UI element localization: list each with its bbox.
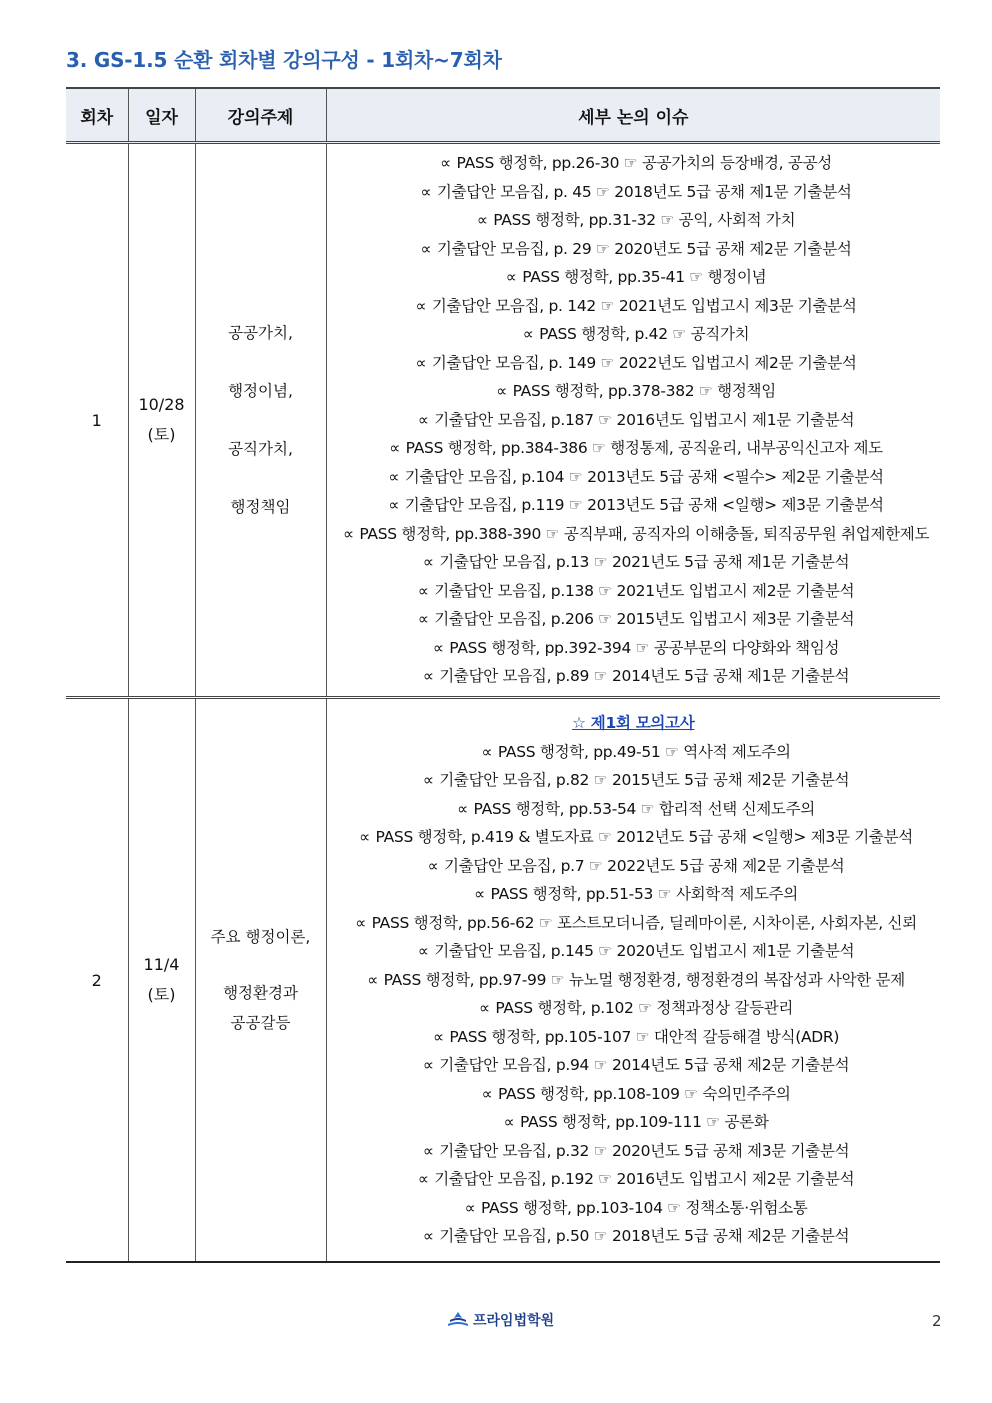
bullet-icon: ∝ <box>481 742 493 761</box>
list-item-text: 기출답안 모음집, p.119 ☞ 2013년도 5급 공채 <일행> 제3문 기출분석 <box>404 496 884 515</box>
list-item <box>327 463 941 492</box>
bullet-icon: ∝ <box>389 439 401 458</box>
list-item-text: PASS 행정학, pp.31-32 ☞ 공익, 사회적 가치 <box>493 211 796 230</box>
list-item-text: 기출답안 모음집, p.7 ☞ 2022년도 5급 공채 제2문 기출분석 <box>444 856 845 875</box>
list-item-text: 기출답안 모음집, p.104 ☞ 2013년도 5급 공채 <필수> 제2문 기출분석 <box>404 467 884 486</box>
table-header-row <box>66 88 940 143</box>
mock-exam-link[interactable]: ☆ 제1회 모의고사 <box>572 714 695 733</box>
list-item-text: PASS 행정학, pp.51-53 ☞ 사회학적 제도주의 <box>490 885 798 904</box>
bullet-icon: ∝ <box>417 610 429 629</box>
list-item <box>327 909 941 938</box>
list-item-text: PASS 행정학, pp.108-109 ☞ 숙의민주주의 <box>497 1084 791 1103</box>
bullet-icon: ∝ <box>422 667 434 686</box>
list-item <box>327 605 941 634</box>
list-item <box>327 795 941 824</box>
details-cell <box>326 698 940 1263</box>
list-item <box>327 994 941 1023</box>
list-item <box>327 577 941 606</box>
list-item <box>327 1137 941 1166</box>
table-row <box>66 698 940 1263</box>
topic-cell <box>195 143 326 698</box>
bullet-icon: ∝ <box>422 1227 434 1246</box>
list-item-text: PASS 행정학, p.42 ☞ 공직가치 <box>539 325 750 344</box>
bullet-icon: ∝ <box>355 913 366 932</box>
list-item-text: PASS 행정학, pp.109-111 ☞ 공론화 <box>519 1113 769 1132</box>
schedule-table <box>66 87 940 1263</box>
header-date: 일자 <box>128 88 195 143</box>
list-item-text: 기출답안 모음집, p. 45 ☞ 2018년도 5급 공채 제1문 기출분석 <box>436 182 852 201</box>
list-item-text: PASS 행정학, pp.35-41 ☞ 행정이념 <box>522 268 767 287</box>
list-item-text: 기출답안 모음집, p.89 ☞ 2014년도 5급 공채 제1문 기출분석 <box>439 667 850 686</box>
list-item <box>327 634 941 663</box>
bullet-icon: ∝ <box>505 268 517 287</box>
list-item <box>327 823 941 852</box>
list-item-text: PASS 행정학, pp.378-382 ☞ 행정책임 <box>512 382 776 401</box>
bullet-icon: ∝ <box>420 182 432 201</box>
list-item <box>327 377 941 406</box>
footer-logo-text: 프라임법학원 <box>473 1313 555 1329</box>
topic-line: 공직가치, <box>228 440 293 458</box>
list-item <box>327 880 941 909</box>
list-item <box>327 548 941 577</box>
list-item-text: 기출답안 모음집, p.145 ☞ 2020년도 입법고시 제1문 기출분석 <box>434 942 855 961</box>
bullet-icon: ∝ <box>417 410 429 429</box>
date-cell <box>128 698 195 1263</box>
topic-line: 행정책임 <box>230 498 291 516</box>
bullet-icon: ∝ <box>432 638 444 657</box>
list-item-text: 기출답안 모음집, p.138 ☞ 2021년도 입법고시 제2문 기출분석 <box>434 581 855 600</box>
academy-logo-icon <box>447 1311 469 1329</box>
list-item-text: PASS 행정학, pp.53-54 ☞ 합리적 선택 신제도주의 <box>473 799 815 818</box>
list-item-text: PASS 행정학, pp.49-51 ☞ 역사적 제도주의 <box>497 742 791 761</box>
list-item <box>327 1194 941 1223</box>
list-item <box>327 520 941 549</box>
list-item-text: PASS 행정학, pp.384-386 ☞ 행정통제, 공직윤리, 내부공익신고자 제도 <box>405 439 883 458</box>
list-item <box>327 235 941 264</box>
list-item <box>327 1165 941 1194</box>
list-item <box>327 1023 941 1052</box>
bullet-icon: ∝ <box>478 999 490 1018</box>
list-item-text: PASS 행정학, pp.56-62 ☞ 포스트모더니즘, 딜레마이론, 시차이론, 사회자본, 신뢰 <box>371 913 917 932</box>
topic-line: 공공갈등 <box>230 1014 291 1032</box>
date-text: 10/28 <box>138 395 185 414</box>
list-item-text: 기출답안 모음집, p.192 ☞ 2016년도 입법고시 제2문 기출분석 <box>434 1170 855 1189</box>
table-row <box>66 143 940 698</box>
list-item <box>327 263 941 292</box>
list-item <box>327 149 941 178</box>
list-item-text: PASS 행정학, p.419 & 별도자료 ☞ 2012년도 5급 공채 <일행> 제3문 기출분석 <box>375 828 913 847</box>
list-item <box>327 738 941 767</box>
bullet-icon: ∝ <box>496 382 508 401</box>
page-title: 3. GS-1.5 순환 회차별 강의구성 - 1회차~7회차 <box>66 48 502 72</box>
header-topic: 강의주제 <box>195 88 326 143</box>
bullet-icon: ∝ <box>367 970 378 989</box>
list-item-text: 기출답안 모음집, p. 29 ☞ 2020년도 5급 공채 제2문 기출분석 <box>436 239 852 258</box>
bullet-icon: ∝ <box>388 496 400 515</box>
topic-line: 행정이념, <box>228 382 293 400</box>
list-item <box>327 766 941 795</box>
bullet-icon: ∝ <box>503 1113 515 1132</box>
header-round: 회차 <box>66 88 128 143</box>
bullet-icon: ∝ <box>422 1056 434 1075</box>
list-item-text: PASS 행정학, pp.97-99 ☞ 뉴노멀 행정환경, 행정환경의 복잡성과 사악한 문제 <box>383 970 905 989</box>
bullet-icon: ∝ <box>457 799 468 818</box>
list-item-text: 기출답안 모음집, p.50 ☞ 2018년도 5급 공채 제2문 기출분석 <box>439 1227 850 1246</box>
list-item-text: PASS 행정학, pp.103-104 ☞ 정책소통·위험소통 <box>480 1198 808 1217</box>
date-cell <box>128 143 195 698</box>
list-item-text: 기출답안 모음집, p. 149 ☞ 2022년도 입법고시 제2문 기출분석 <box>431 353 857 372</box>
bullet-icon: ∝ <box>415 353 427 372</box>
topic-line: 공공가치, <box>228 324 293 342</box>
bullet-icon: ∝ <box>474 885 485 904</box>
topic-cell <box>195 698 326 1263</box>
bullet-icon: ∝ <box>417 1170 429 1189</box>
list-item <box>327 349 941 378</box>
bullet-icon: ∝ <box>427 856 439 875</box>
list-item-text: 기출답안 모음집, p. 142 ☞ 2021년도 입법고시 제3문 기출분석 <box>431 296 857 315</box>
bullet-icon: ∝ <box>464 1198 476 1217</box>
list-item-text: PASS 행정학, p.102 ☞ 정책과정상 갈등관리 <box>495 999 794 1018</box>
bullet-icon: ∝ <box>359 828 370 847</box>
bullet-icon: ∝ <box>476 211 488 230</box>
bullet-icon: ∝ <box>481 1084 493 1103</box>
list-item-text: PASS 행정학, pp.388-390 ☞ 공직부패, 공직자의 이해충돌, 퇴직공무원 취업제한제도 <box>359 524 930 543</box>
list-item <box>327 662 941 691</box>
list-item <box>327 1222 941 1251</box>
bullet-icon: ∝ <box>417 942 429 961</box>
bullet-icon: ∝ <box>342 524 354 543</box>
bullet-icon: ∝ <box>388 467 400 486</box>
bullet-icon: ∝ <box>432 1027 444 1046</box>
list-item-text: PASS 행정학, pp.392-394 ☞ 공공부문의 다양화와 책임성 <box>449 638 840 657</box>
list-item <box>327 206 941 235</box>
bullet-icon: ∝ <box>417 581 429 600</box>
weekday-text: (토) <box>147 985 176 1004</box>
list-item <box>327 966 941 995</box>
list-item-text: 기출답안 모음집, p.187 ☞ 2016년도 입법고시 제1문 기출분석 <box>434 410 855 429</box>
bullet-icon: ∝ <box>420 239 432 258</box>
footer-logo <box>447 1310 554 1330</box>
bullet-icon: ∝ <box>440 154 451 173</box>
list-item-text: PASS 행정학, pp.26-30 ☞ 공공가치의 등장배경, 공공성 <box>456 154 832 173</box>
bullet-icon: ∝ <box>522 325 534 344</box>
list-item <box>327 937 941 966</box>
list-item <box>327 1108 941 1137</box>
list-item-text: 기출답안 모음집, p.94 ☞ 2014년도 5급 공채 제2문 기출분석 <box>439 1056 850 1075</box>
round-cell: 2 <box>66 698 128 1263</box>
details-cell <box>326 143 940 698</box>
list-item-text: 기출답안 모음집, p.206 ☞ 2015년도 입법고시 제3문 기출분석 <box>434 610 855 629</box>
header-details: 세부 논의 이슈 <box>326 88 940 143</box>
topic-line: 주요 행정이론, <box>210 928 311 946</box>
list-item-text: PASS 행정학, pp.105-107 ☞ 대안적 갈등해결 방식(ADR) <box>449 1027 840 1046</box>
bullet-icon: ∝ <box>422 553 434 572</box>
page-number: 2 <box>932 1312 942 1330</box>
weekday-text: (토) <box>147 425 176 444</box>
list-item <box>327 434 941 463</box>
list-item <box>327 292 941 321</box>
round-cell: 1 <box>66 143 128 698</box>
date-text: 11/4 <box>143 955 180 974</box>
bullet-icon: ∝ <box>422 1141 434 1160</box>
list-item <box>327 491 941 520</box>
list-item <box>327 320 941 349</box>
bullet-icon: ∝ <box>422 771 434 790</box>
bullet-icon: ∝ <box>415 296 427 315</box>
topic-line: 행정환경과 <box>223 984 298 1002</box>
list-item-text: 기출답안 모음집, p.82 ☞ 2015년도 5급 공채 제2문 기출분석 <box>439 771 850 790</box>
list-item <box>327 1080 941 1109</box>
list-item-text: 기출답안 모음집, p.32 ☞ 2020년도 5급 공채 제3문 기출분석 <box>439 1141 850 1160</box>
list-item <box>327 406 941 435</box>
list-item <box>327 178 941 207</box>
list-item-text: 기출답안 모음집, p.13 ☞ 2021년도 5급 공채 제1문 기출분석 <box>439 553 850 572</box>
list-item <box>327 1051 941 1080</box>
list-item <box>327 852 941 881</box>
